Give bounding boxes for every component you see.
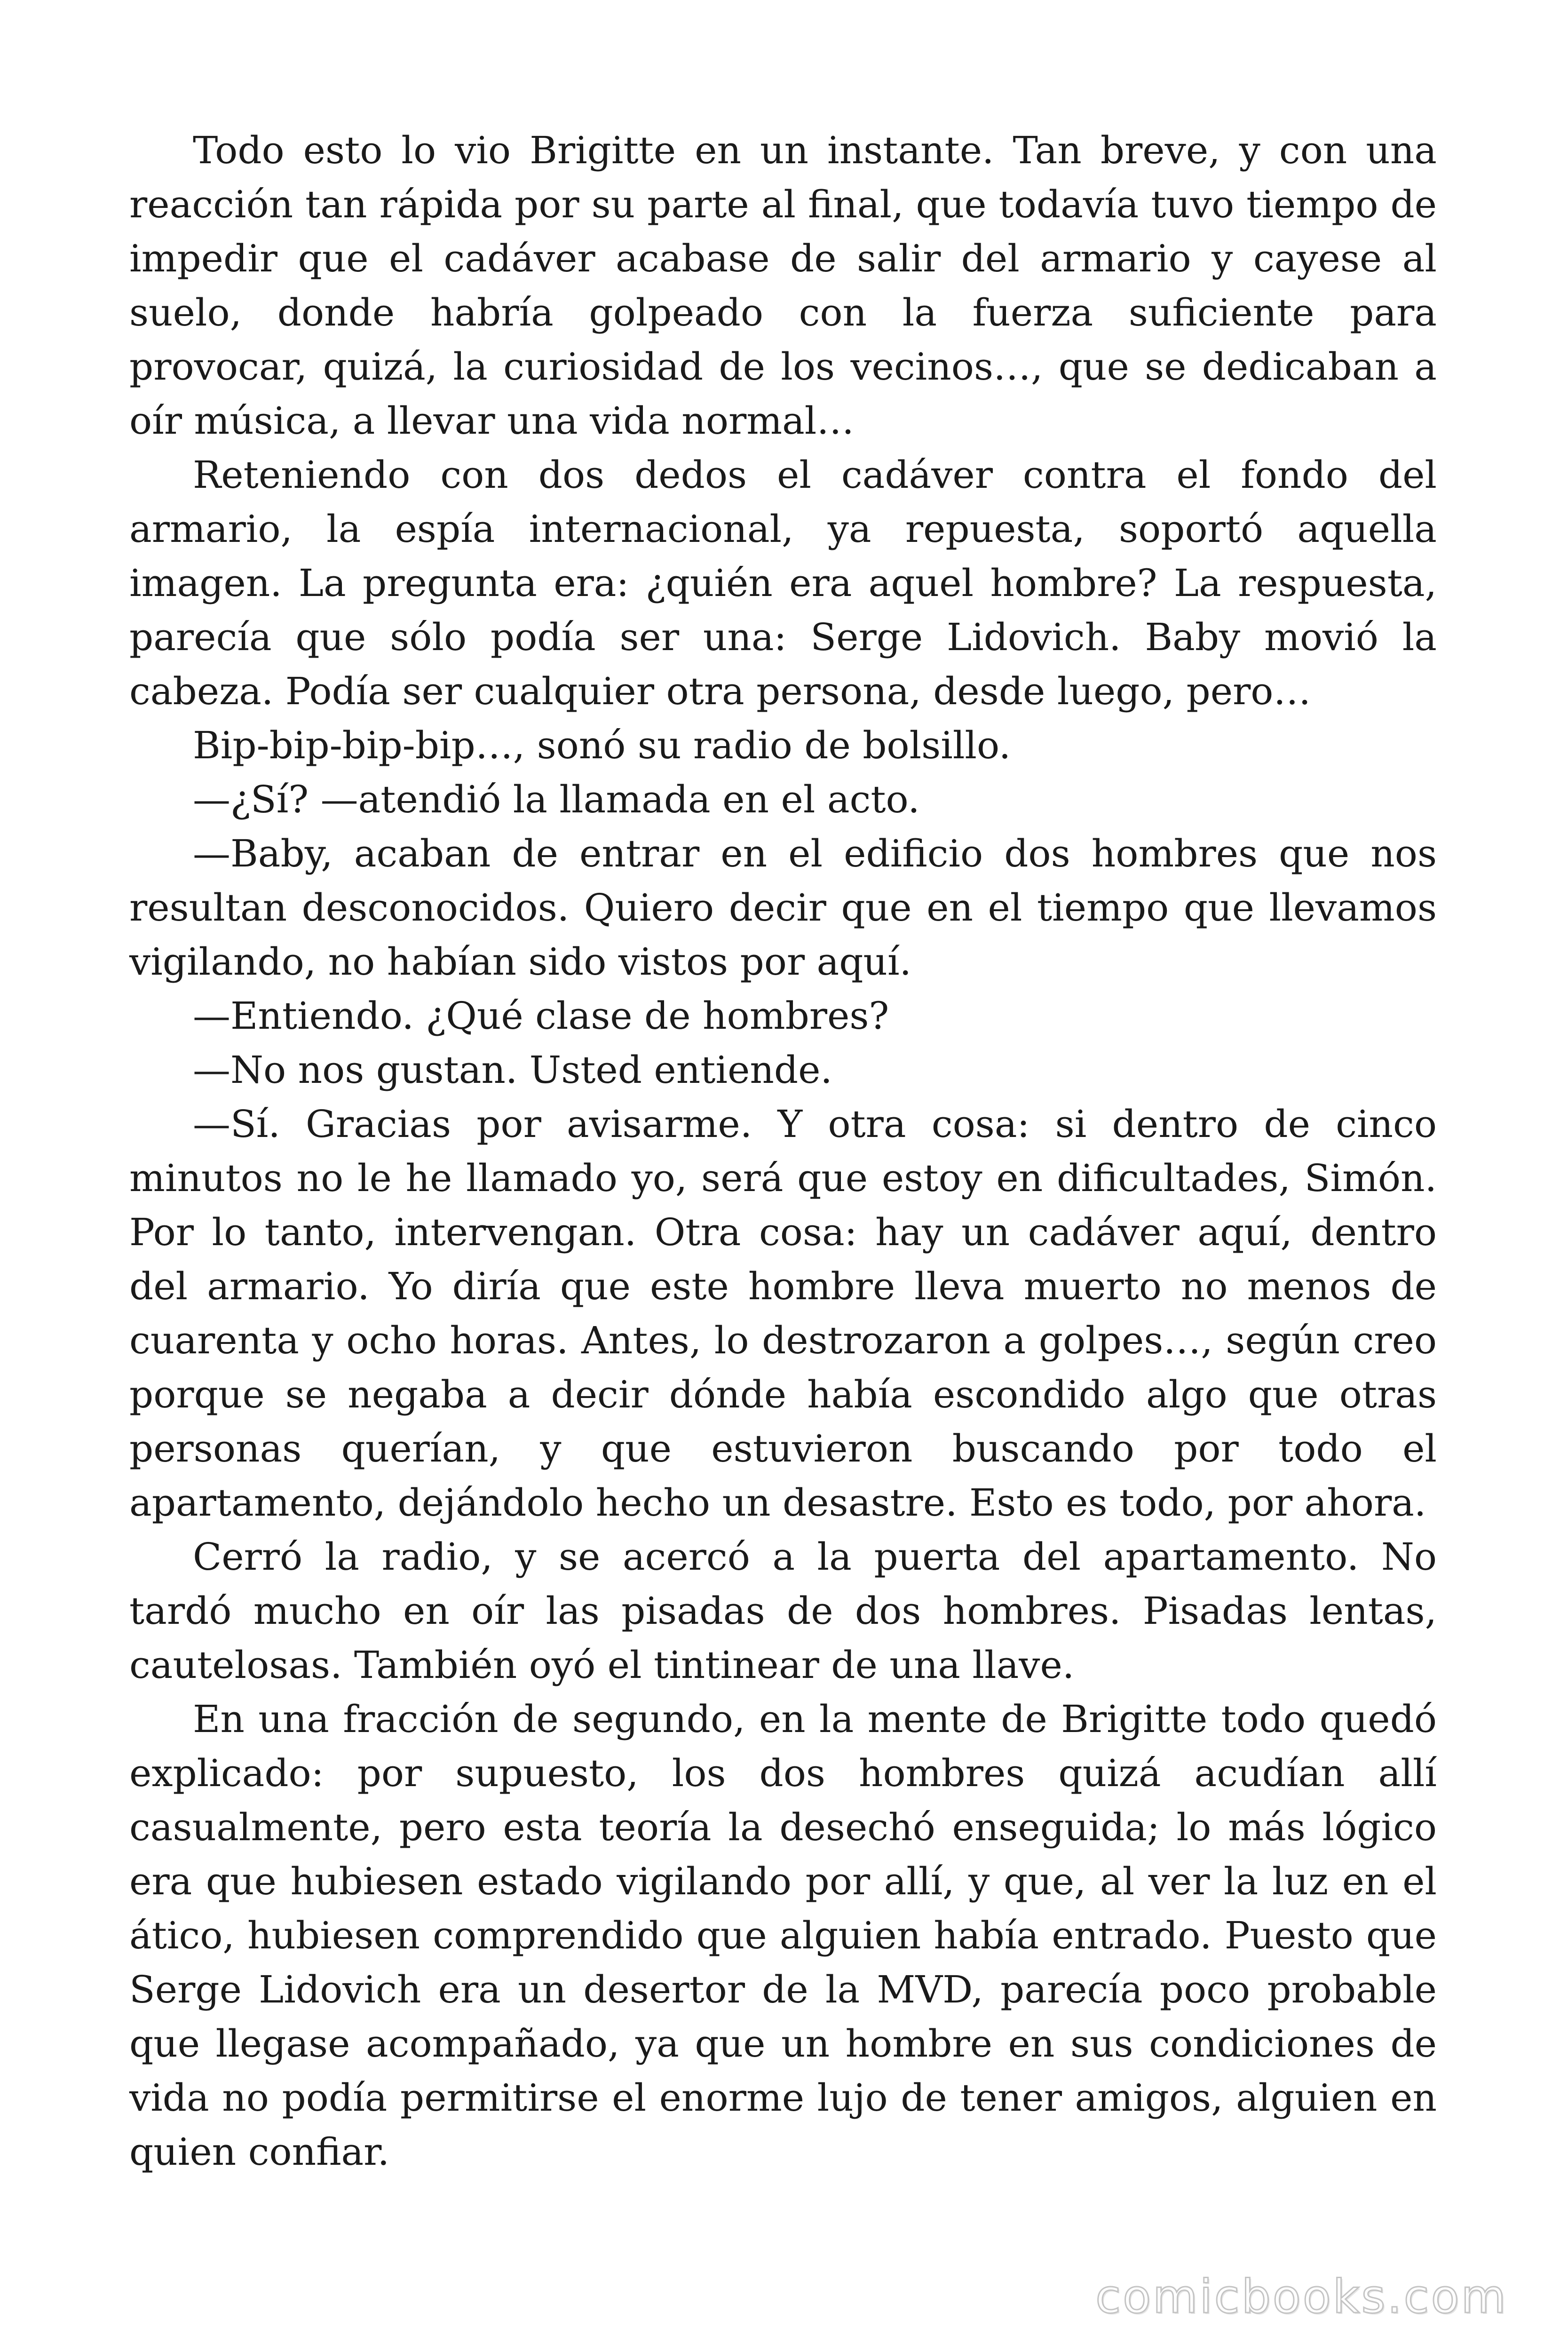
paragraph: —¿Sí? —atendió la llamada en el acto. (193, 778, 920, 821)
paragraph: Todo esto lo vio Brigitte en un instante. Tan breve, y con una reacción tan rápida por su parte al final, que todavía tuvo tiempo de impedir que el cadáver acabase de salir del armario y cayese al suelo, donde habría golpeado con la fuerza suficiente para provocar, quizá, la curiosidad de los vecinos…, que se dedicaban a oír música, a llevar una vida normal… (129, 128, 1437, 443)
paragraph: Reteniendo con dos dedos el cadáver contra el fondo del armario, la espía internacional, ya repuesta, soportó aquella imagen. La pregunta era: ¿quién era aquel hombre? La respuesta, parecía que sólo podía ser una: Serge Lidovich. Baby movió la cabeza. Podía ser cualquier otra persona, desde luego, pero… (129, 453, 1437, 713)
paragraph: Bip-bip-bip-bip…, sonó su radio de bolsillo. (193, 723, 1011, 767)
paragraph: —Baby, acaban de entrar en el edificio dos hombres que nos resultan desconocidos. Quiero decir que en el tiempo que llevamos vigilando, no habían sido vistos por aquí. (129, 832, 1437, 984)
paragraph: —No nos gustan. Usted entiende. (193, 1048, 832, 1092)
page-body (129, 123, 1437, 2179)
paragraph: —Entiendo. ¿Qué clase de hombres? (193, 994, 889, 1038)
paragraph: —Sí. Gracias por avisarme. Y otra cosa: si dentro de cinco minutos no le he llamado yo, será que estoy en dificultades, Simón. Por lo tanto, intervengan. Otra cosa: hay un cadáver aquí, dentro del armario. Yo diría que este hombre lleva muerto no menos de cuarenta y ocho horas. Antes, lo destrozaron a golpes…, según creo porque se negaba a decir dónde había escondido algo que otras personas querían, y que estuvieron buscando por todo el apartamento, dejándolo hecho un desastre. Esto es todo, por ahora. (129, 1102, 1437, 1525)
watermark: comicbooks.com (1095, 2270, 1508, 2324)
paragraph: En una fracción de segundo, en la mente de Brigitte todo quedó explicado: por supuesto, los dos hombres quizá acudían allí casualmente, pero esta teoría la desechó enseguida; lo más lógico era que hubiesen estado vigilando por allí, y que, al ver la luz en el ático, hubiesen comprendido que alguien había entrado. Puesto que Serge Lidovich era un desertor de la MVD, parecía poco probable que llegase acompañado, ya que un hombre en sus condiciones de vida no podía permitirse el enorme lujo de tener amigos, alguien en quien confiar. (129, 1697, 1437, 2174)
paragraph: Cerró la radio, y se acercó a la puerta del apartamento. No tardó mucho en oír las pisadas de dos hombres. Pisadas lentas, cautelosas. También oyó el tintinear de una llave. (129, 1535, 1437, 1687)
